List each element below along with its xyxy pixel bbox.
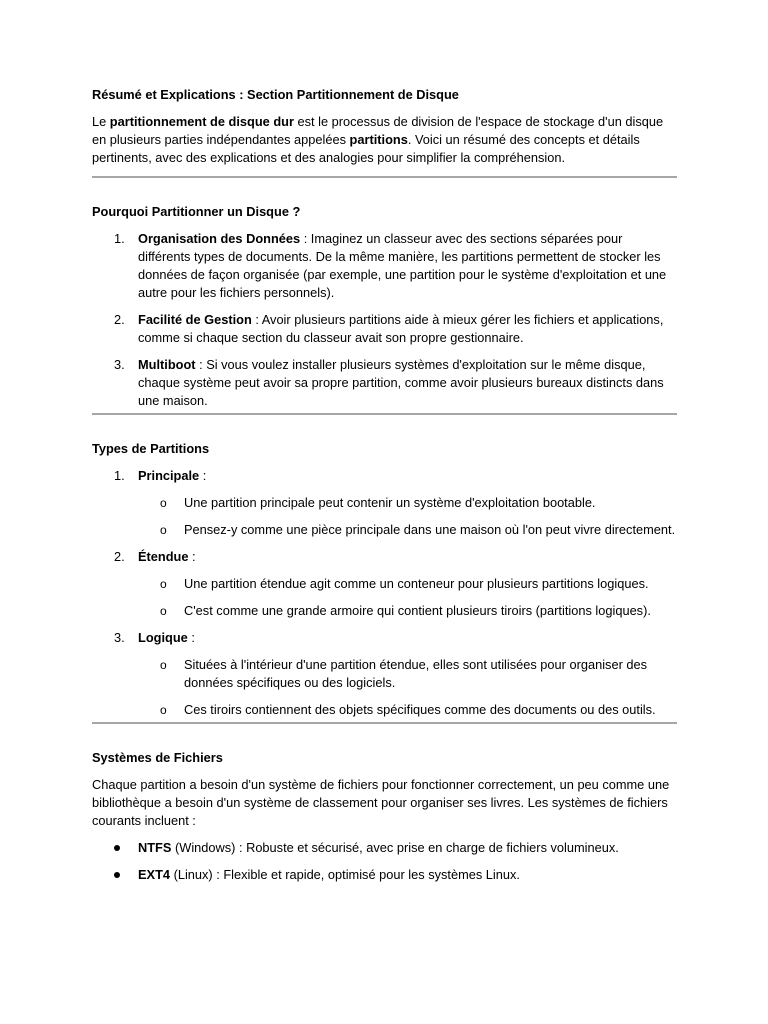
list-number: 1. (114, 468, 125, 483)
sub-list-item (92, 575, 677, 593)
sub-list (138, 575, 677, 620)
list-item (92, 629, 677, 719)
list-item-text: (Linux) : Flexible et rapide, optimisé pour les systèmes Linux. (170, 867, 520, 882)
list-item-suffix: : (199, 468, 207, 483)
list-item (92, 467, 677, 539)
list-number: 2. (114, 312, 125, 327)
intro-bold-1: partitionnement de disque dur (109, 114, 294, 129)
section-heading-why: Pourquoi Partitionner un Disque ? (92, 204, 301, 219)
list-item-suffix: : (188, 549, 196, 564)
bullet-icon (114, 845, 120, 851)
list-number: 1. (114, 231, 125, 246)
sub-list (138, 494, 677, 539)
divider (92, 176, 677, 178)
sub-bullet-icon: o (160, 523, 167, 537)
sub-list-item (92, 521, 677, 539)
list-item-label: EXT4 (138, 867, 171, 882)
sub-bullet-icon: o (160, 604, 167, 618)
sub-list (138, 656, 677, 719)
intro-text-2: est le processus de division de l'espace de stockage d'un disque en plusieurs parties indépendantes appelées (92, 114, 664, 147)
list-item-text: : Si vous voulez installer plusieurs systèmes d'exploitation sur le même disque, chaque système peut avoir sa propre partition, comme avoir plusieurs bureaux distincts dans une maison. (138, 357, 664, 408)
fs-list (92, 839, 677, 884)
sub-bullet-icon: o (160, 658, 167, 672)
list-item (92, 839, 677, 857)
section-heading-fs: Systèmes de Fichiers (92, 750, 223, 765)
fs-paragraph: Chaque partition a besoin d'un système de fichiers pour fonctionner correctement, un peu comme une bibliothèque a besoin d'un système de classement pour organiser ses livres. Les systèmes de fichiers courants incluent : (92, 777, 670, 828)
list-item-text: (Windows) : Robuste et sécurisé, avec prise en charge de fichiers volumineux. (171, 840, 619, 855)
document-page (92, 86, 677, 884)
why-list (92, 230, 677, 410)
sub-list-item (92, 494, 677, 512)
list-item-text: : Avoir plusieurs partitions aide à mieux gérer les fichiers et applications, comme si chaque section du classeur avait son propre gestionnaire. (138, 312, 664, 345)
section-heading-types: Types de Partitions (92, 441, 210, 456)
list-number: 2. (114, 549, 125, 564)
divider (92, 722, 677, 724)
sub-item-text: C'est comme une grande armoire qui contient plusieurs tiroirs (partitions logiques). (184, 603, 651, 618)
list-item (92, 311, 677, 347)
divider (92, 413, 677, 415)
list-item (92, 356, 677, 410)
list-item (92, 548, 677, 620)
list-item-label: Facilité de Gestion (138, 312, 252, 327)
list-item (92, 866, 677, 884)
types-list (92, 467, 677, 719)
intro-paragraph (92, 113, 677, 167)
list-item-text: : Imaginez un classeur avec des sections séparées pour différents types de documents. De la même manière, les partitions permettent de stocker les données de façon organisée (par exemple, une partition pour le système d'exploitation et une autre pour les fichiers personnels). (138, 231, 667, 300)
sub-item-text: Une partition principale peut contenir un système d'exploitation bootable. (184, 495, 596, 510)
document-title: Résumé et Explications : Section Partitionnement de Disque (92, 87, 459, 102)
list-item-label: Principale (138, 468, 200, 483)
list-item-label: Organisation des Données (138, 231, 301, 246)
sub-bullet-icon: o (160, 703, 167, 717)
sub-item-text: Pensez-y comme une pièce principale dans une maison où l'on peut vivre directement. (184, 522, 676, 537)
bullet-icon (114, 872, 120, 878)
intro-text-1: Le (92, 114, 110, 129)
sub-item-text: Une partition étendue agit comme un conteneur pour plusieurs partitions logiques. (184, 576, 649, 591)
list-item-label: NTFS (138, 840, 172, 855)
list-item-label: Multiboot (138, 357, 196, 372)
intro-bold-2: partitions (349, 132, 408, 147)
list-item-label: Logique (138, 630, 188, 645)
list-number: 3. (114, 630, 125, 645)
list-item-suffix: : (187, 630, 195, 645)
sub-item-text: Situées à l'intérieur d'une partition étendue, elles sont utilisées pour organiser des données spécifiques ou des logiciels. (184, 657, 648, 690)
intro-text-3: . Voici un résumé des concepts et détails pertinents, avec des explications et des analogies pour simplifier la compréhension. (92, 132, 640, 165)
sub-list-item (92, 656, 677, 692)
sub-list-item (92, 602, 677, 620)
list-number: 3. (114, 357, 125, 372)
sub-bullet-icon: o (160, 496, 167, 510)
list-item-label: Étendue (138, 549, 189, 564)
sub-list-item (92, 701, 677, 719)
sub-bullet-icon: o (160, 577, 167, 591)
list-item (92, 230, 677, 302)
sub-item-text: Ces tiroirs contiennent des objets spécifiques comme des documents ou des outils. (184, 702, 656, 717)
